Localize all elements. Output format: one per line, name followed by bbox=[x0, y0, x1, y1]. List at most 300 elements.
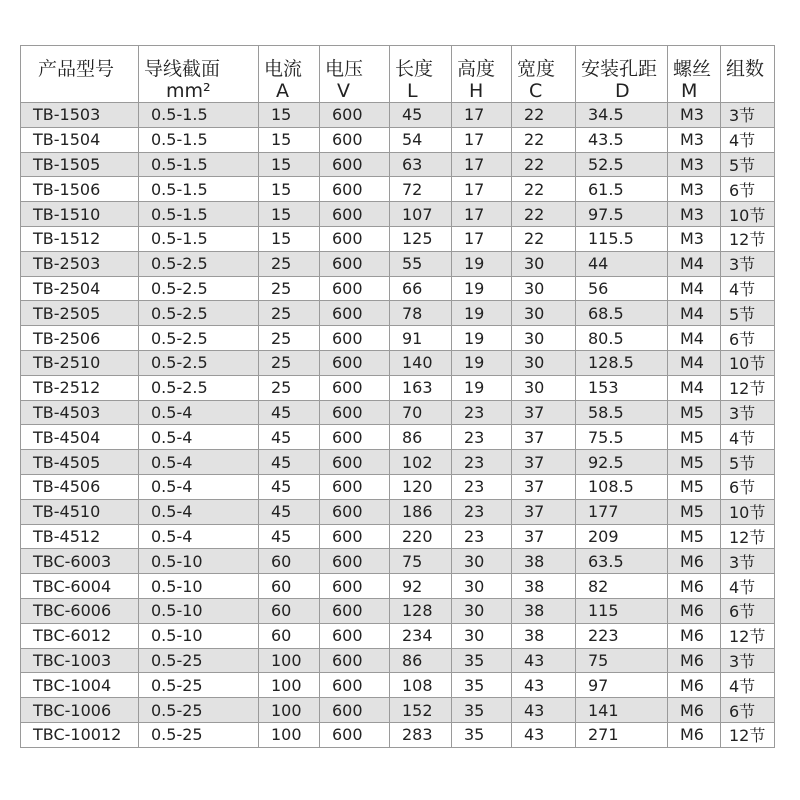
cell-voltage: 600 bbox=[320, 524, 390, 549]
cell-wire-section: 0.5-2.5 bbox=[139, 375, 259, 400]
cell-width: 43 bbox=[512, 648, 576, 673]
table-row bbox=[21, 400, 775, 425]
cell-groups: 5节 bbox=[721, 152, 775, 177]
header-label: 产品型号 bbox=[38, 58, 115, 80]
cell-model: TBC-6006 bbox=[21, 598, 139, 623]
cell-groups: 3节 bbox=[721, 103, 775, 128]
cell-wire-section: 0.5-25 bbox=[139, 698, 259, 723]
cell-current: 15 bbox=[259, 127, 320, 152]
cell-width: 43 bbox=[512, 698, 576, 723]
cell-voltage: 600 bbox=[320, 450, 390, 475]
cell-height: 19 bbox=[452, 350, 512, 375]
cell-wire-section: 0.5-10 bbox=[139, 623, 259, 648]
cell-model: TB-1503 bbox=[21, 103, 139, 128]
cell-model: TB-4506 bbox=[21, 474, 139, 499]
cell-screw: M4 bbox=[668, 276, 721, 301]
cell-voltage: 600 bbox=[320, 127, 390, 152]
cell-height: 35 bbox=[452, 673, 512, 698]
table-row bbox=[21, 722, 775, 747]
cell-wire-section: 0.5-2.5 bbox=[139, 350, 259, 375]
cell-height: 19 bbox=[452, 326, 512, 351]
cell-screw: M6 bbox=[668, 623, 721, 648]
table-row bbox=[21, 698, 775, 723]
table-row bbox=[21, 177, 775, 202]
header-label: 长度 bbox=[395, 58, 434, 80]
cell-current: 25 bbox=[259, 301, 320, 326]
cell-length: 120 bbox=[390, 474, 452, 499]
cell-voltage: 600 bbox=[320, 326, 390, 351]
cell-wire-section: 0.5-4 bbox=[139, 400, 259, 425]
header-row bbox=[21, 46, 775, 103]
table-row bbox=[21, 425, 775, 450]
header-label: 导线截面 bbox=[144, 58, 221, 80]
cell-groups: 12节 bbox=[721, 623, 775, 648]
cell-model: TB-4505 bbox=[21, 450, 139, 475]
cell-voltage: 600 bbox=[320, 648, 390, 673]
cell-wire-section: 0.5-2.5 bbox=[139, 276, 259, 301]
table-row bbox=[21, 251, 775, 276]
cell-current: 60 bbox=[259, 549, 320, 574]
cell-wire-section: 0.5-4 bbox=[139, 524, 259, 549]
cell-current: 15 bbox=[259, 202, 320, 227]
cell-width: 30 bbox=[512, 350, 576, 375]
cell-hole-distance: 209 bbox=[576, 524, 668, 549]
table-row bbox=[21, 152, 775, 177]
cell-screw: M3 bbox=[668, 127, 721, 152]
cell-wire-section: 0.5-1.5 bbox=[139, 127, 259, 152]
cell-length: 234 bbox=[390, 623, 452, 648]
cell-voltage: 600 bbox=[320, 152, 390, 177]
cell-screw: M4 bbox=[668, 375, 721, 400]
cell-length: 220 bbox=[390, 524, 452, 549]
cell-height: 35 bbox=[452, 698, 512, 723]
cell-width: 22 bbox=[512, 177, 576, 202]
cell-wire-section: 0.5-25 bbox=[139, 648, 259, 673]
cell-hole-distance: 115 bbox=[576, 598, 668, 623]
cell-wire-section: 0.5-1.5 bbox=[139, 103, 259, 128]
cell-width: 37 bbox=[512, 425, 576, 450]
cell-height: 23 bbox=[452, 450, 512, 475]
cell-width: 38 bbox=[512, 623, 576, 648]
cell-voltage: 600 bbox=[320, 226, 390, 251]
cell-wire-section: 0.5-4 bbox=[139, 450, 259, 475]
cell-voltage: 600 bbox=[320, 103, 390, 128]
cell-height: 17 bbox=[452, 177, 512, 202]
cell-voltage: 600 bbox=[320, 574, 390, 599]
table-row bbox=[21, 301, 775, 326]
cell-width: 30 bbox=[512, 301, 576, 326]
cell-length: 107 bbox=[390, 202, 452, 227]
cell-current: 45 bbox=[259, 450, 320, 475]
cell-hole-distance: 153 bbox=[576, 375, 668, 400]
cell-height: 23 bbox=[452, 474, 512, 499]
cell-current: 100 bbox=[259, 722, 320, 747]
cell-wire-section: 0.5-4 bbox=[139, 474, 259, 499]
cell-wire-section: 0.5-25 bbox=[139, 722, 259, 747]
cell-wire-section: 0.5-1.5 bbox=[139, 202, 259, 227]
cell-screw: M5 bbox=[668, 524, 721, 549]
table-row bbox=[21, 648, 775, 673]
cell-width: 37 bbox=[512, 524, 576, 549]
cell-current: 100 bbox=[259, 698, 320, 723]
cell-length: 140 bbox=[390, 350, 452, 375]
cell-height: 30 bbox=[452, 549, 512, 574]
cell-width: 38 bbox=[512, 574, 576, 599]
cell-hole-distance: 63.5 bbox=[576, 549, 668, 574]
cell-model: TB-2512 bbox=[21, 375, 139, 400]
cell-width: 37 bbox=[512, 400, 576, 425]
cell-current: 15 bbox=[259, 152, 320, 177]
cell-screw: M5 bbox=[668, 450, 721, 475]
cell-screw: M6 bbox=[668, 673, 721, 698]
cell-current: 15 bbox=[259, 177, 320, 202]
cell-wire-section: 0.5-25 bbox=[139, 673, 259, 698]
table-row bbox=[21, 350, 775, 375]
cell-groups: 6节 bbox=[721, 698, 775, 723]
table-row bbox=[21, 499, 775, 524]
cell-current: 45 bbox=[259, 400, 320, 425]
cell-voltage: 600 bbox=[320, 202, 390, 227]
cell-model: TB-2504 bbox=[21, 276, 139, 301]
cell-width: 30 bbox=[512, 326, 576, 351]
cell-voltage: 600 bbox=[320, 400, 390, 425]
cell-length: 66 bbox=[390, 276, 452, 301]
table-row bbox=[21, 549, 775, 574]
cell-hole-distance: 61.5 bbox=[576, 177, 668, 202]
header-current bbox=[259, 46, 320, 103]
cell-length: 70 bbox=[390, 400, 452, 425]
cell-voltage: 600 bbox=[320, 177, 390, 202]
cell-hole-distance: 271 bbox=[576, 722, 668, 747]
table-row bbox=[21, 450, 775, 475]
cell-voltage: 600 bbox=[320, 722, 390, 747]
cell-height: 17 bbox=[452, 152, 512, 177]
cell-length: 55 bbox=[390, 251, 452, 276]
cell-model: TB-2510 bbox=[21, 350, 139, 375]
table-row bbox=[21, 524, 775, 549]
cell-length: 163 bbox=[390, 375, 452, 400]
header-label: 组数 bbox=[726, 58, 765, 80]
cell-wire-section: 0.5-1.5 bbox=[139, 226, 259, 251]
cell-screw: M3 bbox=[668, 152, 721, 177]
cell-voltage: 600 bbox=[320, 301, 390, 326]
cell-width: 22 bbox=[512, 103, 576, 128]
cell-screw: M3 bbox=[668, 226, 721, 251]
table-row bbox=[21, 226, 775, 251]
cell-hole-distance: 141 bbox=[576, 698, 668, 723]
table-row bbox=[21, 598, 775, 623]
cell-groups: 4节 bbox=[721, 574, 775, 599]
cell-current: 25 bbox=[259, 375, 320, 400]
cell-hole-distance: 108.5 bbox=[576, 474, 668, 499]
header-length bbox=[390, 46, 452, 103]
header-unit: M bbox=[681, 80, 698, 102]
cell-height: 30 bbox=[452, 574, 512, 599]
table-row bbox=[21, 127, 775, 152]
cell-width: 30 bbox=[512, 276, 576, 301]
cell-wire-section: 0.5-10 bbox=[139, 549, 259, 574]
cell-screw: M6 bbox=[668, 698, 721, 723]
cell-voltage: 600 bbox=[320, 549, 390, 574]
cell-current: 60 bbox=[259, 623, 320, 648]
header-hole-distance bbox=[576, 46, 668, 103]
cell-height: 17 bbox=[452, 226, 512, 251]
cell-wire-section: 0.5-10 bbox=[139, 598, 259, 623]
cell-height: 30 bbox=[452, 623, 512, 648]
cell-screw: M4 bbox=[668, 326, 721, 351]
cell-wire-section: 0.5-1.5 bbox=[139, 152, 259, 177]
cell-width: 37 bbox=[512, 474, 576, 499]
table-row bbox=[21, 276, 775, 301]
header-label: 高度 bbox=[457, 58, 496, 80]
table-row bbox=[21, 673, 775, 698]
cell-voltage: 600 bbox=[320, 375, 390, 400]
cell-screw: M3 bbox=[668, 202, 721, 227]
header-label: 电压 bbox=[325, 58, 364, 80]
cell-model: TBC-6004 bbox=[21, 574, 139, 599]
cell-screw: M5 bbox=[668, 400, 721, 425]
header-width bbox=[512, 46, 576, 103]
cell-screw: M4 bbox=[668, 350, 721, 375]
table-body bbox=[21, 103, 775, 748]
cell-groups: 4节 bbox=[721, 276, 775, 301]
cell-screw: M5 bbox=[668, 499, 721, 524]
cell-current: 45 bbox=[259, 474, 320, 499]
cell-screw: M6 bbox=[668, 598, 721, 623]
cell-length: 78 bbox=[390, 301, 452, 326]
cell-length: 63 bbox=[390, 152, 452, 177]
cell-length: 75 bbox=[390, 549, 452, 574]
cell-length: 125 bbox=[390, 226, 452, 251]
cell-width: 22 bbox=[512, 127, 576, 152]
cell-voltage: 600 bbox=[320, 673, 390, 698]
cell-height: 19 bbox=[452, 276, 512, 301]
cell-model: TB-1504 bbox=[21, 127, 139, 152]
cell-current: 25 bbox=[259, 251, 320, 276]
cell-model: TB-1505 bbox=[21, 152, 139, 177]
cell-groups: 12节 bbox=[721, 524, 775, 549]
cell-screw: M6 bbox=[668, 648, 721, 673]
cell-height: 35 bbox=[452, 648, 512, 673]
cell-groups: 6节 bbox=[721, 474, 775, 499]
cell-length: 186 bbox=[390, 499, 452, 524]
cell-model: TBC-10012 bbox=[21, 722, 139, 747]
cell-voltage: 600 bbox=[320, 598, 390, 623]
cell-current: 45 bbox=[259, 425, 320, 450]
cell-groups: 6节 bbox=[721, 598, 775, 623]
cell-height: 19 bbox=[452, 375, 512, 400]
cell-wire-section: 0.5-2.5 bbox=[139, 326, 259, 351]
cell-voltage: 600 bbox=[320, 623, 390, 648]
cell-height: 17 bbox=[452, 127, 512, 152]
cell-groups: 12节 bbox=[721, 722, 775, 747]
cell-model: TBC-6003 bbox=[21, 549, 139, 574]
cell-width: 30 bbox=[512, 251, 576, 276]
cell-model: TB-2503 bbox=[21, 251, 139, 276]
header-groups bbox=[721, 46, 775, 103]
cell-hole-distance: 80.5 bbox=[576, 326, 668, 351]
cell-hole-distance: 97 bbox=[576, 673, 668, 698]
cell-model: TB-4510 bbox=[21, 499, 139, 524]
cell-current: 100 bbox=[259, 673, 320, 698]
cell-length: 86 bbox=[390, 648, 452, 673]
header-label: 螺丝 bbox=[673, 58, 712, 80]
cell-model: TB-1512 bbox=[21, 226, 139, 251]
cell-screw: M6 bbox=[668, 722, 721, 747]
cell-model: TB-4504 bbox=[21, 425, 139, 450]
cell-groups: 12节 bbox=[721, 226, 775, 251]
cell-voltage: 600 bbox=[320, 251, 390, 276]
cell-current: 60 bbox=[259, 574, 320, 599]
cell-width: 22 bbox=[512, 202, 576, 227]
table-row bbox=[21, 375, 775, 400]
cell-screw: M6 bbox=[668, 574, 721, 599]
header-unit: C bbox=[529, 80, 543, 102]
cell-groups: 6节 bbox=[721, 177, 775, 202]
cell-screw: M3 bbox=[668, 177, 721, 202]
cell-length: 91 bbox=[390, 326, 452, 351]
table-row bbox=[21, 103, 775, 128]
cell-hole-distance: 92.5 bbox=[576, 450, 668, 475]
cell-groups: 10节 bbox=[721, 499, 775, 524]
cell-groups: 10节 bbox=[721, 350, 775, 375]
cell-current: 25 bbox=[259, 350, 320, 375]
cell-screw: M4 bbox=[668, 301, 721, 326]
cell-model: TB-1510 bbox=[21, 202, 139, 227]
cell-hole-distance: 43.5 bbox=[576, 127, 668, 152]
cell-model: TB-1506 bbox=[21, 177, 139, 202]
cell-current: 25 bbox=[259, 276, 320, 301]
cell-voltage: 600 bbox=[320, 474, 390, 499]
cell-wire-section: 0.5-2.5 bbox=[139, 251, 259, 276]
cell-wire-section: 0.5-4 bbox=[139, 499, 259, 524]
header-unit: V bbox=[337, 80, 350, 102]
cell-current: 15 bbox=[259, 226, 320, 251]
cell-voltage: 600 bbox=[320, 276, 390, 301]
cell-height: 17 bbox=[452, 103, 512, 128]
cell-groups: 3节 bbox=[721, 648, 775, 673]
header-unit: H bbox=[469, 80, 484, 102]
table-row bbox=[21, 474, 775, 499]
cell-hole-distance: 82 bbox=[576, 574, 668, 599]
cell-wire-section: 0.5-10 bbox=[139, 574, 259, 599]
cell-hole-distance: 115.5 bbox=[576, 226, 668, 251]
header-label: 电流 bbox=[264, 58, 303, 80]
cell-width: 37 bbox=[512, 499, 576, 524]
cell-length: 128 bbox=[390, 598, 452, 623]
spec-table bbox=[20, 45, 775, 748]
cell-screw: M4 bbox=[668, 251, 721, 276]
header-screw bbox=[668, 46, 721, 103]
cell-groups: 5节 bbox=[721, 450, 775, 475]
cell-model: TB-2506 bbox=[21, 326, 139, 351]
cell-height: 23 bbox=[452, 499, 512, 524]
cell-model: TBC-1006 bbox=[21, 698, 139, 723]
cell-current: 100 bbox=[259, 648, 320, 673]
cell-height: 17 bbox=[452, 202, 512, 227]
cell-length: 152 bbox=[390, 698, 452, 723]
cell-width: 22 bbox=[512, 152, 576, 177]
cell-screw: M5 bbox=[668, 474, 721, 499]
cell-current: 45 bbox=[259, 499, 320, 524]
cell-groups: 4节 bbox=[721, 127, 775, 152]
header-voltage bbox=[320, 46, 390, 103]
cell-groups: 3节 bbox=[721, 549, 775, 574]
cell-width: 37 bbox=[512, 450, 576, 475]
cell-hole-distance: 68.5 bbox=[576, 301, 668, 326]
header-unit: L bbox=[407, 80, 418, 102]
cell-model: TBC-1004 bbox=[21, 673, 139, 698]
cell-width: 30 bbox=[512, 375, 576, 400]
cell-hole-distance: 75 bbox=[576, 648, 668, 673]
cell-hole-distance: 44 bbox=[576, 251, 668, 276]
cell-height: 23 bbox=[452, 400, 512, 425]
cell-current: 60 bbox=[259, 598, 320, 623]
header-wire-section bbox=[139, 46, 259, 103]
cell-current: 45 bbox=[259, 524, 320, 549]
cell-length: 72 bbox=[390, 177, 452, 202]
cell-length: 92 bbox=[390, 574, 452, 599]
cell-width: 43 bbox=[512, 673, 576, 698]
cell-voltage: 600 bbox=[320, 698, 390, 723]
cell-model: TB-2505 bbox=[21, 301, 139, 326]
cell-groups: 3节 bbox=[721, 400, 775, 425]
cell-width: 43 bbox=[512, 722, 576, 747]
cell-model: TB-4503 bbox=[21, 400, 139, 425]
header-height bbox=[452, 46, 512, 103]
header-label: 宽度 bbox=[517, 58, 556, 80]
cell-hole-distance: 58.5 bbox=[576, 400, 668, 425]
cell-groups: 3节 bbox=[721, 251, 775, 276]
cell-hole-distance: 52.5 bbox=[576, 152, 668, 177]
cell-width: 38 bbox=[512, 598, 576, 623]
table-row bbox=[21, 202, 775, 227]
cell-hole-distance: 128.5 bbox=[576, 350, 668, 375]
cell-groups: 6节 bbox=[721, 326, 775, 351]
header-label: 安装孔距 bbox=[581, 58, 658, 80]
cell-groups: 12节 bbox=[721, 375, 775, 400]
header-unit: A bbox=[276, 80, 289, 102]
cell-model: TB-4512 bbox=[21, 524, 139, 549]
cell-wire-section: 0.5-2.5 bbox=[139, 301, 259, 326]
cell-hole-distance: 34.5 bbox=[576, 103, 668, 128]
cell-voltage: 600 bbox=[320, 350, 390, 375]
cell-screw: M6 bbox=[668, 549, 721, 574]
cell-voltage: 600 bbox=[320, 499, 390, 524]
header-model bbox=[21, 46, 139, 103]
cell-hole-distance: 177 bbox=[576, 499, 668, 524]
cell-hole-distance: 97.5 bbox=[576, 202, 668, 227]
cell-screw: M5 bbox=[668, 425, 721, 450]
cell-voltage: 600 bbox=[320, 425, 390, 450]
cell-groups: 10节 bbox=[721, 202, 775, 227]
cell-width: 38 bbox=[512, 549, 576, 574]
cell-wire-section: 0.5-4 bbox=[139, 425, 259, 450]
table-row bbox=[21, 574, 775, 599]
cell-screw: M3 bbox=[668, 103, 721, 128]
cell-height: 19 bbox=[452, 301, 512, 326]
cell-groups: 4节 bbox=[721, 673, 775, 698]
cell-height: 23 bbox=[452, 425, 512, 450]
cell-current: 25 bbox=[259, 326, 320, 351]
cell-hole-distance: 75.5 bbox=[576, 425, 668, 450]
cell-model: TBC-6012 bbox=[21, 623, 139, 648]
table-row bbox=[21, 623, 775, 648]
cell-height: 30 bbox=[452, 598, 512, 623]
cell-length: 283 bbox=[390, 722, 452, 747]
table-row bbox=[21, 326, 775, 351]
cell-groups: 5节 bbox=[721, 301, 775, 326]
